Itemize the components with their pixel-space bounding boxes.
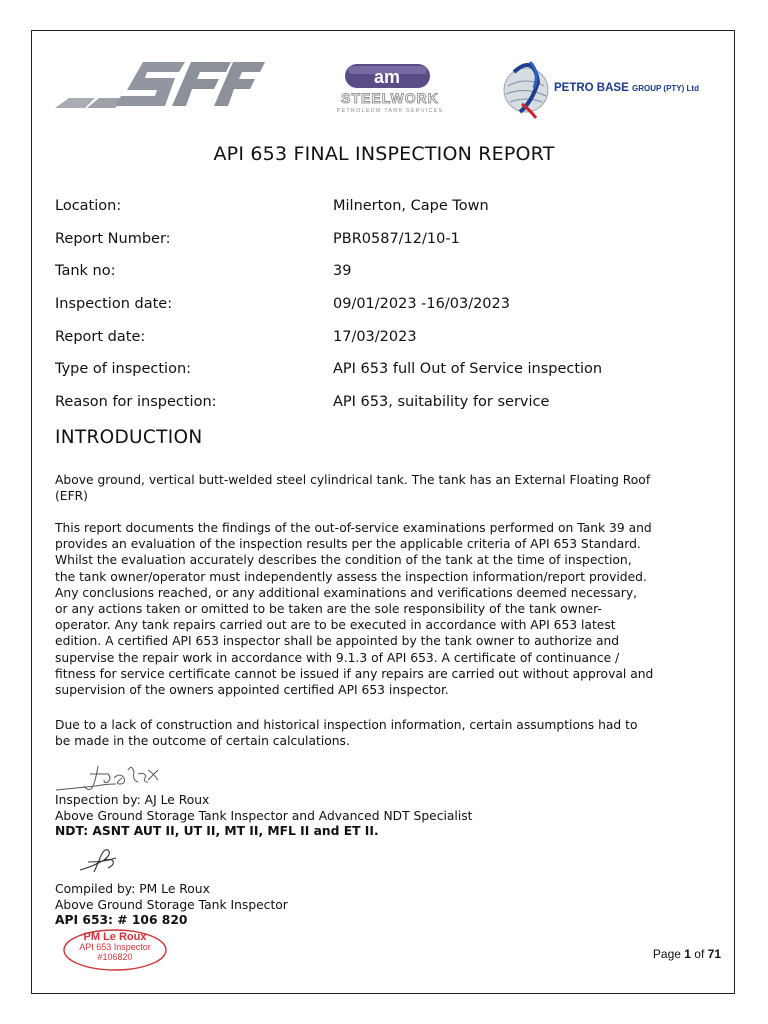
detail-label: Report date: <box>55 329 146 345</box>
detail-value: 17/03/2023 <box>333 329 417 345</box>
intro-paragraph-3 <box>55 717 727 749</box>
text-line: provides an evaluation of the inspection results per the applicable criteria of API 653 Standard. <box>55 537 641 552</box>
text-line: This report documents the findings of the out-of-service examinations performed on Tank 39 and <box>55 521 652 535</box>
detail-value: 09/01/2023 -16/03/2023 <box>333 296 510 312</box>
page-prefix: Page <box>652 947 685 961</box>
detail-value: PBR0587/12/10-1 <box>333 231 460 247</box>
compiler-title: Above Ground Storage Tank Inspector <box>55 897 288 912</box>
svg-text:STEELWORK: STEELWORK <box>341 90 439 106</box>
text-line: supervise the repair work in accordance with 9.1.3 of API 653. A certificate of continuance / <box>55 650 620 665</box>
text-line: Any conclusions reached, or any additional examinations and verifications deemed necessary, <box>55 585 638 600</box>
page-of: of <box>690 947 708 961</box>
svg-text:PETRO BASE: PETRO BASE <box>554 82 629 94</box>
inspector-block <box>55 793 473 840</box>
text-line: Due to a lack of construction and historical inspection information, certain assumptions had to <box>55 718 638 732</box>
text-line: supervision of the owners appointed certified API 653 inspector. <box>55 683 449 698</box>
svg-text:PETROLEUM TANK SERVICES: PETROLEUM TANK SERVICES <box>336 108 444 114</box>
am-steelwork-logo <box>310 62 470 114</box>
compiler-signature <box>78 846 128 876</box>
detail-value: Milnerton, Cape Town <box>333 198 489 214</box>
petro-base-logo <box>500 58 725 120</box>
svg-text:GROUP (PTY) Ltd: GROUP (PTY) Ltd <box>632 84 699 93</box>
detail-value: 39 <box>333 263 352 279</box>
intro-paragraph-2 <box>55 520 727 698</box>
detail-label: Inspection date: <box>55 296 173 312</box>
text-line: be made in the outcome of certain calculations. <box>55 734 350 749</box>
intro-paragraph-1 <box>55 472 727 504</box>
page-current: 1 <box>684 947 691 961</box>
detail-label: Reason for inspection: <box>55 394 217 410</box>
detail-value: API 653 full Out of Service inspection <box>333 361 603 377</box>
detail-label: Tank no: <box>55 263 116 279</box>
stamp-line: #106820 <box>97 952 133 962</box>
sff-logo <box>55 58 265 114</box>
compiler-name: Compiled by: PM Le Roux <box>55 882 210 896</box>
page-total: 71 <box>707 947 721 961</box>
detail-label: Report Number: <box>55 231 171 247</box>
page-number <box>653 947 721 961</box>
text-line: the tank owner/operator must independently assess the inspection information/report provided. <box>55 569 647 584</box>
detail-label: Type of inspection: <box>55 361 192 377</box>
inspector-signature <box>52 762 167 796</box>
text-line: edition. A certified API 653 inspector shall be appointed by the tank owner to authorize and <box>55 634 620 649</box>
page-border <box>31 30 735 994</box>
text-line: Whilst the evaluation accurately describes the condition of the tank at the time of inspection, <box>55 553 632 568</box>
text-line: (EFR) <box>55 489 88 504</box>
detail-label: Location: <box>55 198 122 214</box>
compiler-certification: API 653: # 106 820 <box>55 913 188 927</box>
stamp-text <box>62 932 168 962</box>
section-heading-introduction: INTRODUCTION <box>55 427 203 448</box>
svg-text:am: am <box>373 67 401 87</box>
header-logos <box>55 58 725 118</box>
stamp-line: PM Le Roux <box>83 931 147 943</box>
detail-value: API 653, suitability for service <box>333 394 550 410</box>
report-title: API 653 FINAL INSPECTION REPORT <box>213 143 555 165</box>
text-line: fitness for service certificate cannot be issued if any repairs are carried out without approval and <box>55 666 654 681</box>
text-line: operator. Any tank repairs carried out are to be executed in accordance with API 653 latest <box>55 618 616 633</box>
text-line: or any actions taken or omitted to be taken are the sole responsibility of the tank owner- <box>55 602 602 617</box>
inspector-title: Above Ground Storage Tank Inspector and Advanced NDT Specialist <box>55 808 473 823</box>
inspector-name: Inspection by: AJ Le Roux <box>55 793 210 807</box>
inspector-qualifications: NDT: ASNT AUT II, UT II, MT II, MFL II and ET II. <box>55 824 379 838</box>
text-line: Above ground, vertical butt-welded steel cylindrical tank. The tank has an External Floating Roof <box>55 473 651 487</box>
compiler-block <box>55 882 288 929</box>
stamp-line: API 653 Inspector <box>79 942 151 952</box>
